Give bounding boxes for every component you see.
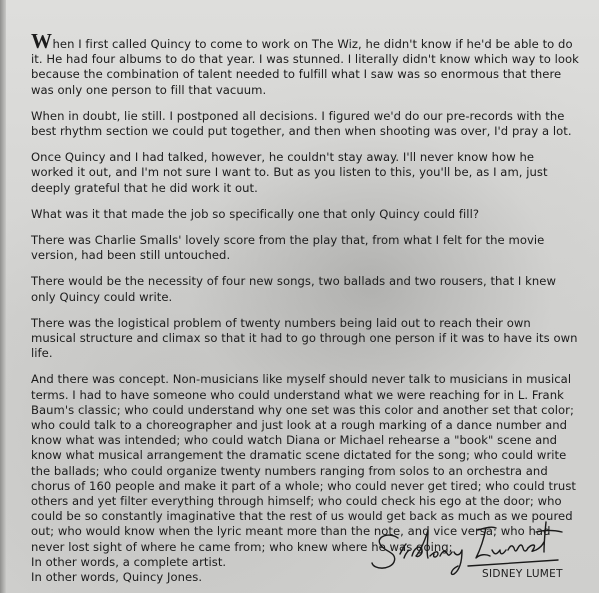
paragraph-7: There was the logistical problem of twenty numbers being laid out to reach their own musical structure and climax so that it had to go through one person if it was to have its own life. — [31, 315, 578, 361]
paragraph-8: And there was concept. Non-musicians like myself should never talk to musicians in musical terms. I had to have someone who could understand what we were reaching for in L. Frank Baum's classic; who could understand why one set was this color and another set that color; who could talk to a choreographer and just look at a rough marking of a dance number and know what was intended; who could watch Diana or Michael rehearse a "book" scene and know what musical arrangement the dramatic scene dictated for the song; who could write the ballads; who could organize twenty numbers ranging from solos to an orchestra and chorus of 160 people and make it part of a whole; who could never get tired; who could trust others and yet filter everything through himself; who could check his ego at the door; who could be so constantly imaginative that the rest of us would get back as much as we poured out; who would know when the lyric meant more than the note, and vice versa; who had never lost sight of where he came from; who knew where he was going; — [31, 372, 576, 554]
paragraph-2: When in doubt, lie still. I postponed all decisions. I figured we'd do our pre-records with the best rhythm section we could put together, and then when shooting was over, I'd pray a lot. — [31, 108, 572, 139]
signatory-name: SIDNEY LUMET — [482, 568, 563, 580]
paragraph-5: There was Charlie Smalls' lovely score from the play that, from what I felt for the movie version, had been still untouched. — [31, 233, 545, 263]
paragraph-3: Once Quincy and I had talked, however, he couldn't stay away. I'll never know how he worked it out, and I'm not sure I want to. But as you listen to this, you'll be, as I am, just deeply grateful that he did work it out. — [31, 150, 548, 195]
liner-notes-text — [31, 29, 579, 585]
paragraph-1 — [31, 29, 579, 98]
dropcap-letter: W — [31, 29, 53, 53]
paragraph-1-text: hen I first called Quincy to come to work on The Wiz, he didn't know if he'd be able to do it. He had four albums to do that year. I was stunned. I literally didn't know which way to look because the combination of talent needed to fulfill what I saw was so enormous that there was only one person to fill that vacuum. — [31, 37, 579, 97]
page-edge-shadow — [0, 0, 6, 593]
paragraph-10: In other words, Quincy Jones. — [31, 570, 203, 585]
paragraph-4: What was it that made the job so specifically one that only Quincy could fill? — [31, 206, 480, 221]
paragraph-9: In other words, a complete artist. — [31, 554, 227, 569]
paragraph-6: There would be the necessity of four new songs, two ballads and two rousers, that I knew only Quincy could write. — [31, 274, 557, 304]
